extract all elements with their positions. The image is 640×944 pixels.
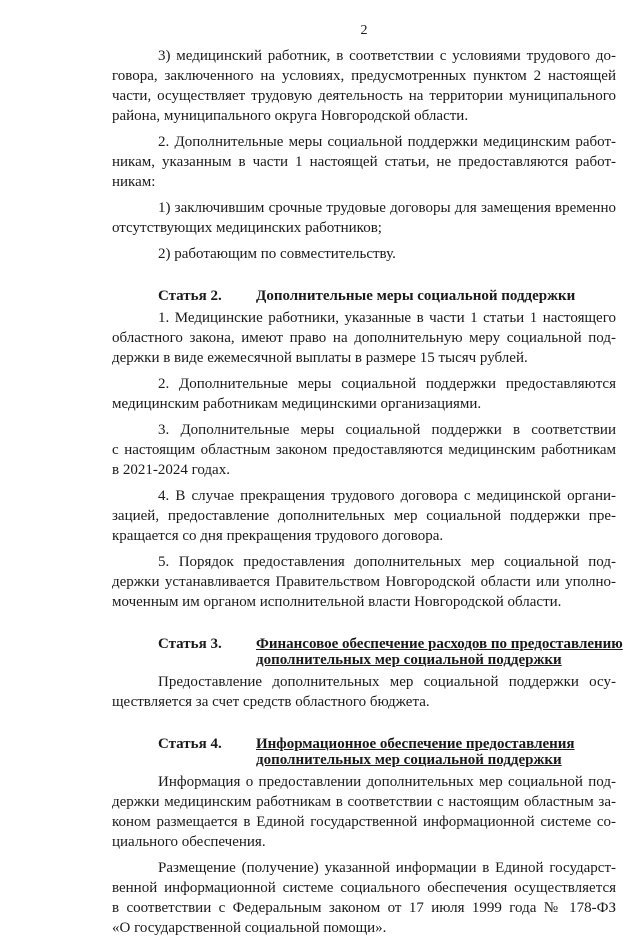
article-title-line: дополнительных мер социальной поддержки [256, 652, 562, 668]
paragraph-line: «О государственной социальной помощи». [112, 920, 387, 936]
paragraph-line: части, осуществляет трудовую деятельность на территории муниципального [112, 88, 616, 104]
paragraph-line: района, муниципального округа Новгородской области. [112, 108, 469, 124]
article-label: Статья 2. [158, 288, 222, 304]
article-heading [112, 288, 616, 304]
paragraph-line: в соответствии с Федеральным законом от 17 июля 1999 года № 178-ФЗ [112, 900, 616, 916]
section-gap [112, 618, 616, 632]
paragraph-line: держки медицинским работникам в соответствии с настоящим областным за- [112, 794, 616, 810]
article-title-line: Информационное обеспечение предоставления [256, 736, 575, 752]
paragraph [112, 308, 616, 368]
paragraph-line: Информация о предоставлении дополнительных мер социальной под- [158, 774, 616, 790]
page-number: 2 [360, 23, 368, 38]
paragraph-line: никам, указанным в части 1 настоящей статьи, не предоставляются работ- [112, 154, 616, 170]
paragraph-line: с настоящим областным законом предоставляются медицинским работникам [112, 442, 616, 458]
paragraph [112, 46, 616, 126]
article-title [256, 288, 616, 304]
document-body [112, 46, 623, 944]
paragraph [112, 244, 616, 264]
paragraph-line: областного закона, имеют право на дополнительную меру социальной под- [112, 330, 616, 346]
section-gap [112, 270, 616, 284]
paragraph-line: ществляется за счет средств областного бюджета. [112, 694, 430, 710]
paragraph-line: 3) медицинский работник, в соответствии с условиями трудового до- [158, 48, 616, 64]
paragraph-line: говора, заключенного на условиях, предусмотренных пунктом 2 настоящей [112, 68, 616, 84]
paragraph [112, 420, 616, 480]
article-title-line: дополнительных мер социальной поддержки [256, 752, 562, 768]
paragraph-line: в 2021-2024 годах. [112, 462, 230, 478]
paragraph-line: 2) работающим по совместительству. [158, 246, 396, 262]
article-heading [112, 736, 616, 768]
article-title [256, 636, 623, 668]
paragraph-line: 4. В случае прекращения трудового договора с медицинской органи- [158, 488, 616, 504]
paragraph-line: никам: [112, 174, 156, 190]
paragraph [112, 552, 616, 612]
paragraph-line: Размещение (получение) указанной информации в Единой государст- [158, 860, 616, 876]
paragraph-line: зацией, предоставление дополнительных мер социальной поддержки пре- [112, 508, 616, 524]
paragraph [112, 672, 616, 712]
article-title-line: Дополнительные меры социальной поддержки [256, 288, 576, 304]
paragraph-line: кращается со дня прекращения трудового договора. [112, 528, 444, 544]
paragraph [112, 486, 616, 546]
paragraph-line: 2. Дополнительные меры социальной поддержки медицинским работ- [158, 134, 616, 150]
paragraph-line: отсутствующих медицинских работников; [112, 220, 382, 236]
article-heading [112, 636, 623, 668]
paragraph [112, 772, 616, 852]
paragraph-line: 3. Дополнительные меры социальной поддержки в соответствии [158, 422, 616, 438]
article-label: Статья 3. [158, 636, 222, 652]
paragraph [112, 374, 616, 414]
paragraph-line: 5. Порядок предоставления дополнительных мер социальной под- [158, 554, 616, 570]
paragraph-line: 2. Дополнительные меры социальной поддержки предоставляются [158, 376, 616, 392]
paragraph [112, 198, 616, 238]
paragraph [112, 858, 616, 938]
paragraph-line: держки устанавливается Правительством Новгородской области или уполно- [112, 574, 616, 590]
article-title [256, 736, 616, 768]
paragraph-line: моченным им органом исполнительной власти Новгородской области. [112, 594, 562, 610]
document-page [112, 0, 623, 936]
paragraph-line: 1) заключившим срочные трудовые договоры для замещения временно [158, 200, 616, 216]
paragraph [112, 132, 616, 192]
paragraph-line: коном размещается в Единой государственной информационной системе со- [112, 814, 616, 830]
paragraph-line: циального обеспечения. [112, 834, 266, 850]
article-label: Статья 4. [158, 736, 222, 752]
paragraph-line: держки в виде ежемесячной выплаты в размере 15 тысяч рублей. [112, 350, 528, 366]
paragraph-line: медицинским работникам медицинскими организациями. [112, 396, 482, 412]
paragraph-line: Предоставление дополнительных мер социальной поддержки осу- [158, 674, 616, 690]
paragraph-line: 1. Медицинские работники, указанные в части 1 статьи 1 настоящего [158, 310, 616, 326]
section-gap [112, 718, 616, 732]
paragraph-line: венной информационной системе социального обеспечения осуществляется [112, 880, 616, 896]
article-title-line: Финансовое обеспечение расходов по предоставлению [256, 636, 623, 652]
